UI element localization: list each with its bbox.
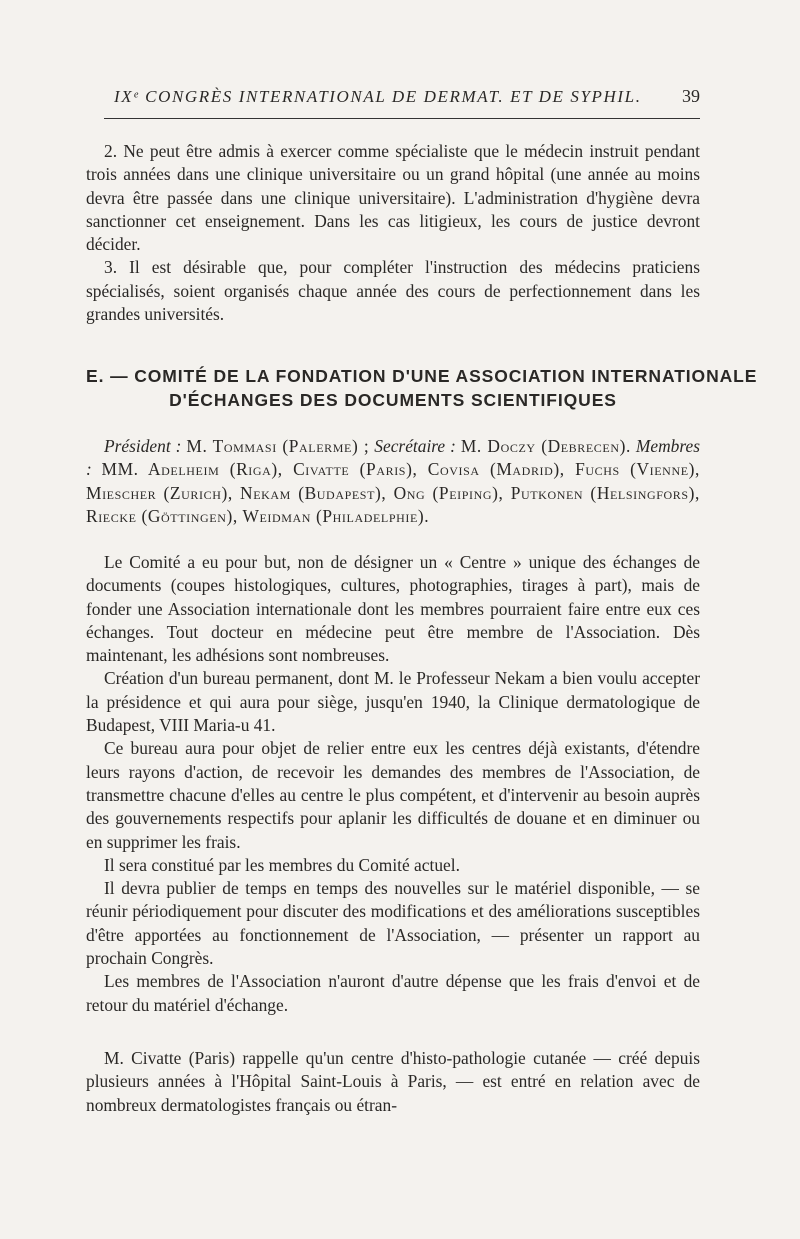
intro-block: [86, 140, 700, 326]
members-label: Membres :: [86, 436, 700, 480]
body-paragraph-3: Ce bureau aura pour objet de relier entre eux les centres déjà existants, d'étendre leurs rayons d'action, de recevoir les demandes des membres de l'Association, de transmettre chacune d'elles au centre le plus compétent, et d'intervenir au besoin auprès des gouvernements respectifs pour aplanir les difficultés de douane et en diminuer ou en supprimer les frais.: [86, 738, 700, 852]
running-head: [114, 86, 700, 107]
secretary-name: M. Doczy (Debrecen).: [460, 436, 631, 456]
body-paragraph-4: Il sera constitué par les membres du Comité actuel.: [104, 854, 460, 875]
committee-paragraph: [86, 435, 700, 528]
closing-paragraph: M. Civatte (Paris) rappelle qu'un centre d'histo-pathologie cutanée — créé depuis plusieurs années à l'Hôpital Saint-Louis à Paris, — est entré en relation avec de nombreux dermatologistes français ou étran-: [86, 1048, 700, 1115]
header-rule: [104, 118, 700, 119]
body-paragraph-6: Les membres de l'Association n'auront d'autre dépense que les frais d'envoi et de retour du matériel d'échange.: [86, 971, 700, 1015]
section-title-line-2: D'ÉCHANGES DES DOCUMENTS SCIENTIFIQUES: [169, 390, 617, 410]
members-list: MM. Adelheim (Riga), Civatte (Paris), Covisa (Madrid), Fuchs (Vienne), Miescher (Zurich), Nekam (Budapest), Ong (Peiping), Putkonen (Helsingfors), Riecke (Göttingen), Weidman (Philadelphie).: [86, 459, 700, 526]
body-paragraph-5: Il devra publier de temps en temps des nouvelles sur le matériel disponible, — se réunir périodiquement pour discuter des modifications et des améliorations susceptibles d'être apportées au fonctionnement de l'Association, — présenter un rapport au prochain Congrès.: [86, 878, 700, 969]
intro-paragraph-3: 3. Il est désirable que, pour compléter l'instruction des médecins praticiens spécialisés, soient organisés chaque année des cours de perfectionnement dans les grandes universités.: [86, 257, 700, 325]
president-label: Président :: [104, 436, 182, 456]
body-paragraph-1: Le Comité a eu pour but, non de désigner un « Centre » unique des échanges de documents (coupes histologiques, cultures, photographies, tirages à part), mais de fonder une Association internationale dont les membres pourraient faire entre eux ces échanges. Tout docteur en médecine peut être membre de l'Association. Dès maintenant, les adhésions sont nombreuses.: [86, 552, 700, 666]
intro-paragraph-2: 2. Ne peut être admis à exercer comme spécialiste que le médecin instruit pendant trois années dans une clinique universitaire ou un grand hôpital (une année au moins devra être passée dans une clinique universitaire). L'administration d'hygiène devra sanctionner cet enseignement. Dans les cas litigieux, les cours de justice devront décider.: [86, 141, 700, 255]
section-title-line-1: E. — COMITÉ DE LA FONDATION D'UNE ASSOCIATION INTERNATIONALE: [86, 366, 758, 386]
section-title: [86, 364, 758, 412]
body-paragraph-2: Création d'un bureau permanent, dont M. le Professeur Nekam a bien voulu accepter la présidence et qui aura pour siège, jusqu'en 1940, la Clinique dermatologique de Budapest, VIII Maria-u 41.: [86, 668, 700, 736]
president-name: M. Tommasi (Palerme) ;: [186, 436, 370, 456]
closing-block: [86, 1047, 700, 1117]
body-block: [86, 551, 700, 1017]
committee-block: [86, 435, 700, 528]
secretary-label: Secrétaire :: [374, 436, 456, 456]
page-number: 39: [682, 86, 700, 106]
running-head-title: IXᵉ CONGRÈS INTERNATIONAL DE DERMAT. ET DE SYPHIL.: [114, 87, 642, 106]
